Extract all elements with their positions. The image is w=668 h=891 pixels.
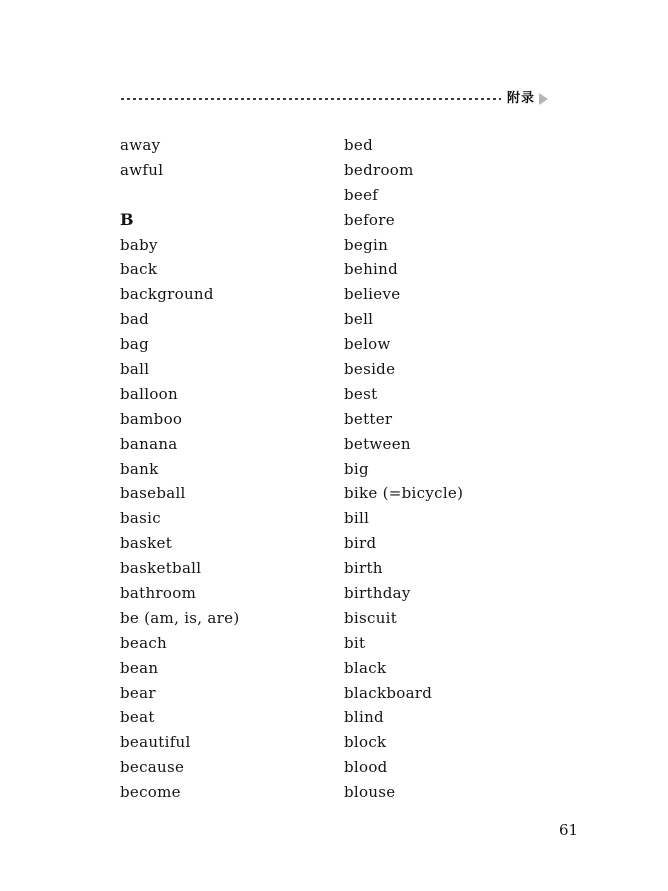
word-item: banana	[120, 434, 178, 453]
word-item: below	[344, 335, 391, 354]
word-item: be (am, is, are)	[120, 608, 240, 627]
word-item: become	[120, 783, 181, 802]
word-item: basket	[120, 534, 173, 553]
word-item: believe	[344, 285, 401, 304]
word-item: bedroom	[344, 160, 414, 179]
word-item: beat	[120, 708, 155, 727]
word-item: begin	[344, 235, 389, 254]
section-label: 附录	[506, 91, 535, 106]
word-item: biscuit	[344, 608, 398, 627]
word-item: before	[344, 210, 395, 229]
word-item: black	[344, 658, 387, 677]
word-item: bank	[120, 459, 159, 478]
word-item: basketball	[120, 559, 202, 578]
word-item: awful	[120, 160, 164, 179]
word-item: big	[344, 459, 369, 478]
word-item: beside	[344, 360, 396, 379]
word-item: because	[120, 758, 185, 777]
word-item: beef	[344, 185, 379, 204]
word-item: away	[120, 136, 161, 154]
word-item: beach	[120, 633, 167, 652]
word-item: basic	[120, 509, 161, 528]
word-item: better	[344, 409, 393, 428]
word-item: ball	[120, 360, 150, 379]
word-item: bamboo	[120, 409, 183, 428]
word-item: bell	[344, 310, 374, 329]
word-item: baby	[120, 235, 158, 254]
word-item: bird	[344, 534, 377, 553]
word-item: background	[120, 285, 214, 304]
word-item: baseball	[120, 484, 186, 503]
word-item: beautiful	[120, 733, 191, 752]
word-item: bad	[120, 310, 150, 329]
word-item: bag	[120, 335, 150, 354]
letter-header: B	[120, 209, 134, 229]
word-item: blood	[344, 758, 388, 777]
word-column-left	[120, 133, 335, 805]
dotted-rule	[121, 98, 501, 100]
word-item: birthday	[344, 584, 411, 603]
word-item: back	[120, 260, 158, 279]
word-item: blackboard	[344, 683, 433, 702]
word-item: bill	[344, 509, 370, 528]
word-item: bit	[344, 633, 366, 652]
page-header	[121, 91, 548, 107]
word-item: blouse	[344, 783, 396, 802]
word-item: between	[344, 434, 411, 453]
word-column-right	[344, 133, 569, 805]
word-item: birth	[344, 559, 383, 578]
word-item: bike (=bicycle)	[344, 484, 464, 503]
word-item: block	[344, 733, 387, 752]
word-item: behind	[344, 260, 398, 279]
word-item: bed	[344, 136, 373, 154]
blank-row	[120, 183, 335, 208]
word-item: balloon	[120, 384, 178, 403]
word-item: bear	[120, 683, 156, 702]
page-number: 61	[559, 821, 579, 839]
word-item: bean	[120, 658, 159, 677]
arrow-right-icon	[539, 93, 548, 105]
word-item: best	[344, 384, 378, 403]
word-item: blind	[344, 708, 384, 727]
word-item: bathroom	[120, 584, 197, 603]
